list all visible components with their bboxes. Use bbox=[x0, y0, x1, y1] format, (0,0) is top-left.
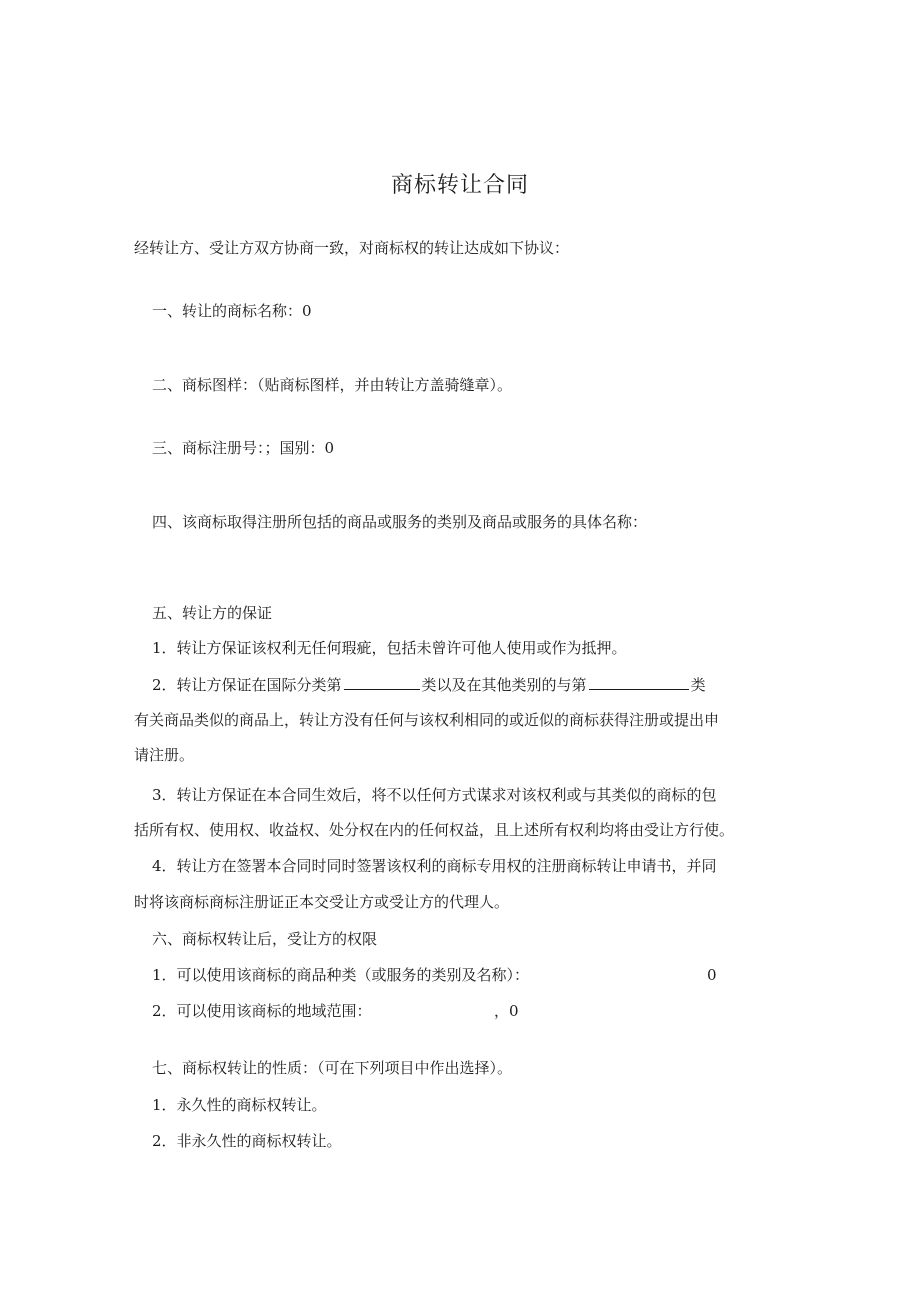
section-6-item-1-value: 0 bbox=[707, 966, 717, 984]
section-5-item-2-line-1 bbox=[152, 675, 706, 695]
section-7-item-1: 1．永久性的商标权转让。 bbox=[152, 1096, 327, 1114]
section-1-trademark-name: 一、转让的商标名称：0 bbox=[152, 302, 312, 320]
document-title: 商标转让合同 bbox=[390, 173, 529, 198]
section-5-item-2-line-2: 有关商品类似的商品上，转让方没有任何与该权利相同的或近似的商标获得注册或提出申 bbox=[134, 711, 720, 729]
section-5-item-4-line-2: 时将该商标商标注册证正本交受让方或受让方的代理人。 bbox=[134, 893, 510, 911]
section-6-heading: 六、商标权转让后，受让方的权限 bbox=[152, 930, 378, 948]
section-5-heading: 五、转让方的保证 bbox=[152, 604, 273, 622]
section-5-item-3-line-1: 3．转让方保证在本合同生效后，将不以任何方式谋求对该权利或与其类似的商标的包 bbox=[152, 786, 717, 804]
section-6-item-1-label: 1．可以使用该商标的商品种类（或服务的类别及名称）： bbox=[152, 966, 530, 984]
class-number-blank-1 bbox=[344, 675, 420, 690]
section-5-item-2-line-3: 请注册。 bbox=[134, 746, 195, 764]
section-5-item-3-line-2: 括所有权、使用权、收益权、处分权在内的任何权益，且上述所有权利均将由受让方行使。 bbox=[134, 821, 735, 839]
section-5-item-4-line-1: 4．转让方在签署本合同时同时签署该权利的商标专用权的注册商标转让申请书，并同 bbox=[152, 857, 717, 875]
section-5-item-1: 1．转让方保证该权利无任何瑕疵，包括未曾许可他人使用或作为抵押。 bbox=[152, 639, 627, 657]
section-2-trademark-sample: 二、商标图样：（贴商标图样，并由转让方盖骑缝章）。 bbox=[152, 376, 513, 394]
section-6-item-2-value: ，0 bbox=[494, 1002, 519, 1020]
section-6-item-2-label: 2．可以使用该商标的地域范围： bbox=[152, 1002, 372, 1020]
section-4-goods-services: 四、该商标取得注册所包括的商品或服务的类别及商品或服务的具体名称： bbox=[152, 513, 648, 531]
section-3-registration-number: 三、商标注册号：；国别：0 bbox=[152, 439, 335, 457]
item-2-part-1: 2．转让方保证在国际分类第 bbox=[152, 676, 342, 694]
item-2-part-3: 类 bbox=[690, 676, 706, 694]
item-2-part-2: 类以及在其他类别的与第 bbox=[421, 676, 587, 694]
section-7-heading: 七、商标权转让的性质：（可在下列项目中作出选择）。 bbox=[152, 1059, 513, 1077]
section-7-item-2: 2．非永久性的商标权转让。 bbox=[152, 1132, 342, 1150]
intro-paragraph: 经转让方、受让方双方协商一致，对商标权的转让达成如下协议： bbox=[134, 239, 570, 257]
class-number-blank-2 bbox=[589, 675, 689, 690]
